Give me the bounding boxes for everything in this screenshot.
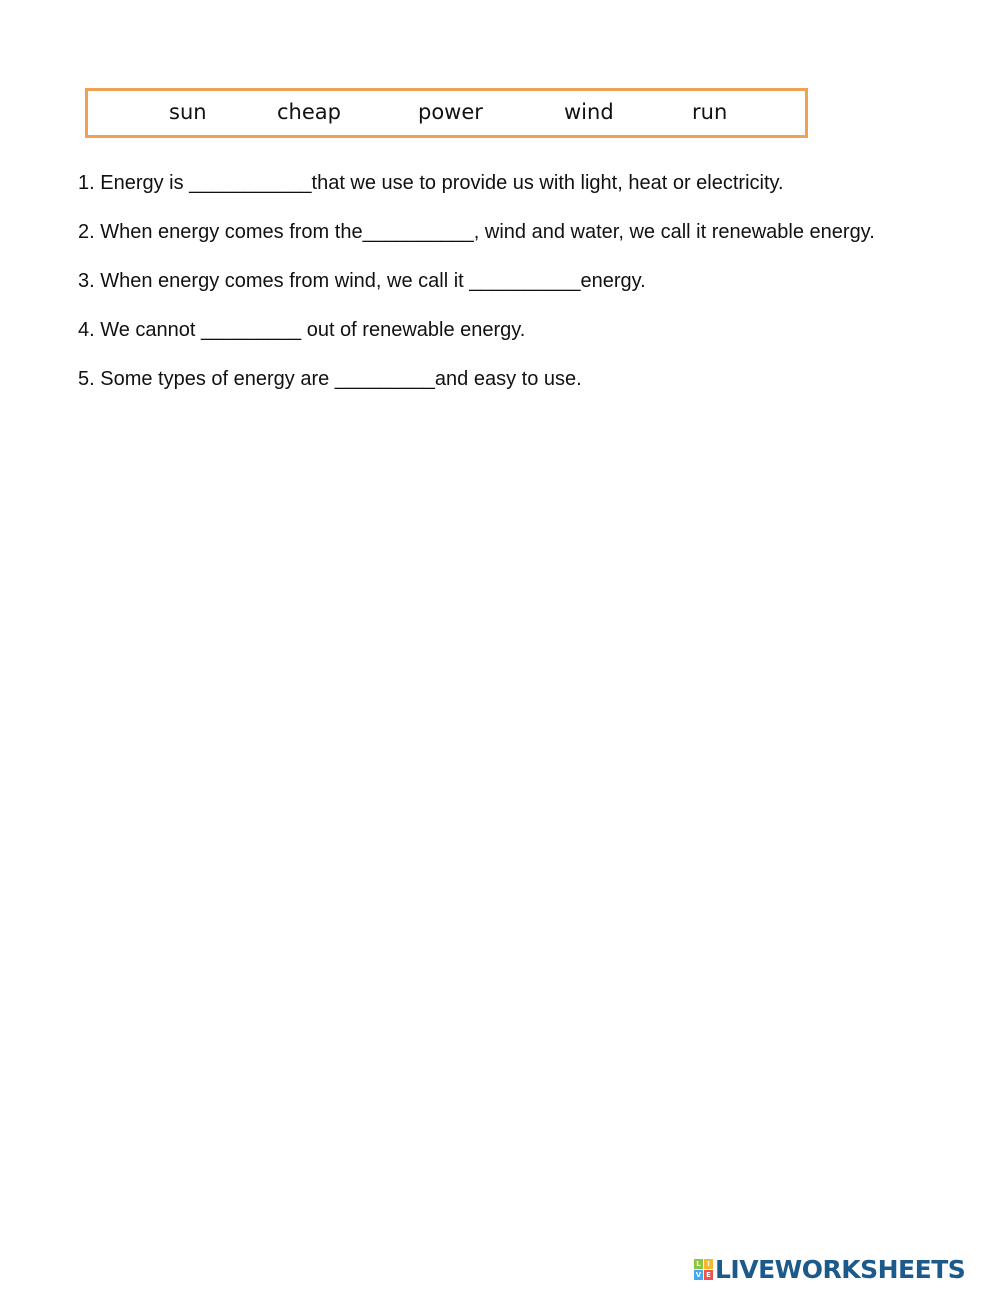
word-bank-item-wind[interactable]: wind: [564, 100, 614, 124]
word-bank-item-cheap[interactable]: cheap: [277, 100, 341, 124]
word-bank-item-power[interactable]: power: [418, 100, 483, 124]
liveworksheets-logo: [694, 1255, 965, 1283]
word-bank-item-sun[interactable]: sun: [169, 100, 207, 124]
question-3: 3. When energy comes from wind, we call it __________energy.: [78, 270, 646, 292]
question-4: 4. We cannot _________ out of renewable energy.: [78, 319, 526, 341]
word-bank-item-run[interactable]: run: [692, 100, 728, 124]
question-1: 1. Energy is ___________that we use to provide us with light, heat or electricity.: [78, 172, 784, 194]
word-bank-box: [85, 88, 808, 138]
liveworksheets-logo-icon: L I V E: [694, 1259, 713, 1280]
question-5: 5. Some types of energy are _________and easy to use.: [78, 368, 582, 390]
question-2: 2. When energy comes from the__________, wind and water, we call it renewable energy.: [78, 221, 875, 243]
liveworksheets-logo-text: LIVEWORKSHEETS: [715, 1254, 966, 1284]
